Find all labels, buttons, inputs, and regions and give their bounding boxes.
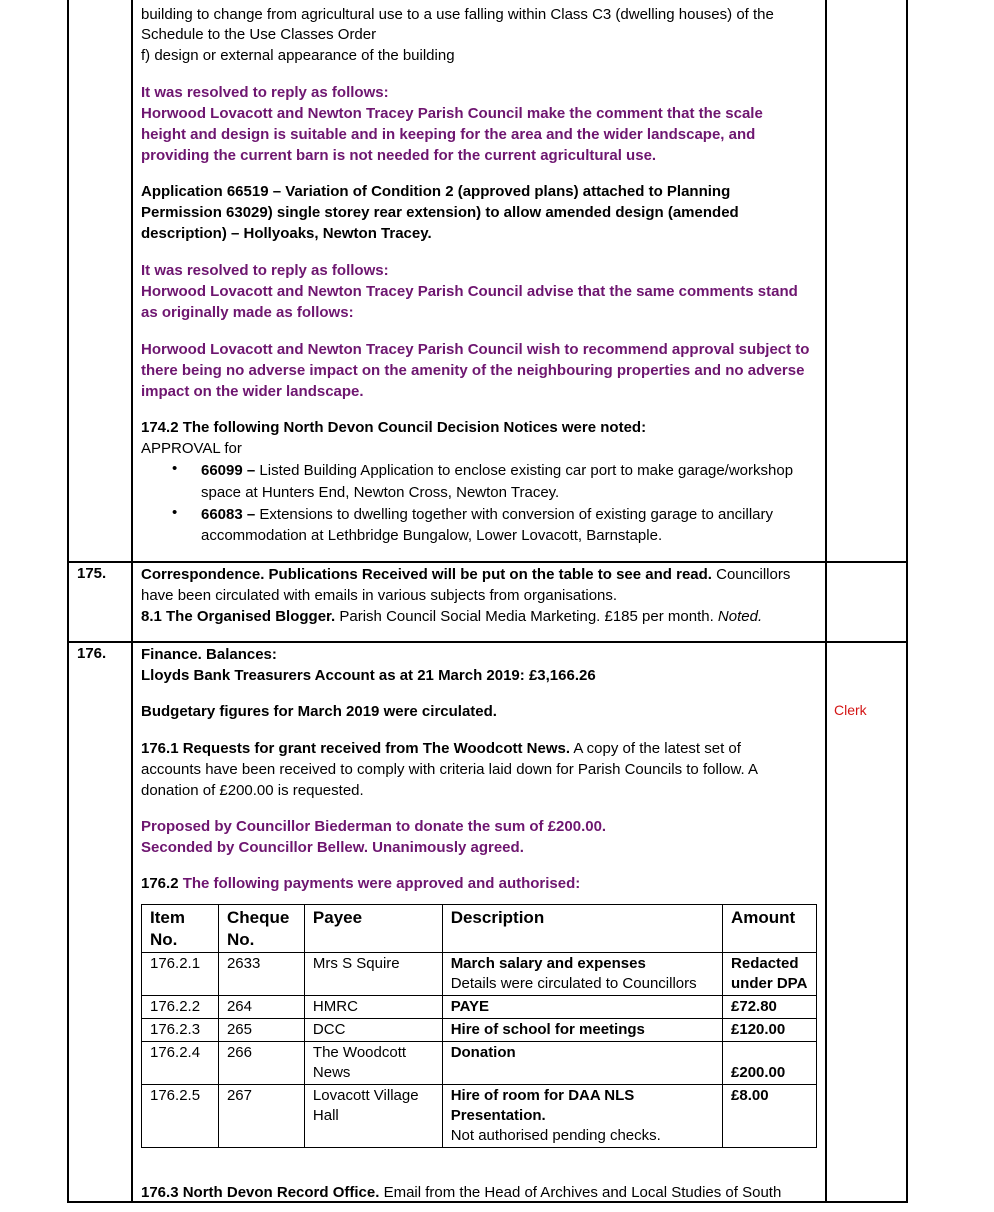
- row-divider-176: [67, 641, 908, 643]
- cell-payee: Lovacott Village Hall: [304, 1085, 442, 1148]
- cell-payee: HMRC: [304, 996, 442, 1019]
- resolution-2-line: Horwood Lovacott and Newton Tracey Parish Council advise that the same comments stand: [141, 283, 798, 300]
- table-row: [142, 1085, 817, 1148]
- cell-description: Donation: [442, 1042, 722, 1085]
- grant-text: A copy of the latest set of: [570, 740, 741, 757]
- intro-line-3: f) design or external appearance of the building: [141, 47, 455, 64]
- header-amount: Amount: [723, 905, 817, 953]
- resolution-3-line: there being no adverse impact on the amenity of the neighbouring properties and no adverse: [141, 362, 805, 379]
- description-note: Not authorised pending checks.: [450, 1127, 661, 1144]
- action-clerk: Clerk: [834, 702, 867, 718]
- decision-code: 66099 –: [201, 462, 256, 479]
- table-row: [142, 953, 817, 996]
- application-line: Permission 63029) single storey rear extension) to allow amended design (amended: [141, 204, 739, 221]
- correspondence-line-2: have been circulated with emails in various subjects from organisations.: [141, 587, 618, 604]
- noted-text: Noted.: [717, 608, 763, 625]
- header-description: Description: [442, 905, 722, 953]
- resolution-1-heading: It was resolved to reply as follows:: [141, 84, 389, 101]
- cell-item: 176.2.5: [142, 1085, 219, 1148]
- cell-cheque: 2633: [218, 953, 304, 996]
- resolution-1-line: Horwood Lovacott and Newton Tracey Parish Council make the comment that the scale: [141, 105, 763, 122]
- cell-amount: £120.00: [723, 1019, 817, 1042]
- payments-heading: [141, 873, 580, 894]
- cell-cheque: 264: [218, 996, 304, 1019]
- bullet-icon: •: [172, 460, 178, 477]
- description-note: Details were circulated to Councillors: [450, 975, 697, 992]
- resolution-1-line: providing the current barn is not needed for the current agricultural use.: [141, 147, 657, 164]
- payments-table-header: [142, 905, 817, 953]
- header-item: Item No.: [142, 905, 219, 953]
- grant-line-2: accounts have been received to comply with criteria laid down for Parish Councils to follow. A: [141, 761, 758, 778]
- cell-cheque: 267: [218, 1085, 304, 1148]
- cell-description: [442, 1085, 722, 1148]
- balance-line: Lloyds Bank Treasurers Account as at 21 March 2019: £3,166.26: [141, 667, 596, 684]
- payments-table: [141, 904, 817, 1148]
- decision-code: 66083 –: [201, 506, 256, 523]
- description-main: Hire of room for DAA NLS Presentation.: [450, 1087, 635, 1124]
- blogger-heading: 8.1 The Organised Blogger.: [141, 608, 336, 625]
- cell-item: 176.2.1: [142, 953, 219, 996]
- payments-number: 176.2: [141, 875, 179, 892]
- seconded-line: Seconded by Councillor Bellew. Unanimously agreed.: [141, 839, 524, 856]
- cell-cheque: 265: [218, 1019, 304, 1042]
- proposed-line: Proposed by Councillor Biederman to donate the sum of £200.00.: [141, 818, 607, 835]
- decision-text: Extensions to dwelling together with conversion of existing garage to ancillary: [255, 506, 774, 523]
- approval-label: APPROVAL for: [141, 440, 242, 457]
- cell-item: 176.2.3: [142, 1019, 219, 1042]
- cell-payee: Mrs S Squire: [304, 953, 442, 996]
- resolution-1-line: height and design is suitable and in keeping for the area and the wider landscape, and: [141, 126, 756, 143]
- cell-amount: £8.00: [723, 1085, 817, 1148]
- blogger-text: Parish Council Social Media Marketing. £185 per month.: [335, 608, 718, 625]
- resolution-3-line: impact on the wider landscape.: [141, 383, 364, 400]
- payments-text: The following payments were approved and authorised:: [178, 875, 581, 892]
- resolution-3-line: Horwood Lovacott and Newton Tracey Parish Council wish to recommend approval subject to: [141, 341, 810, 358]
- table-row: [142, 996, 817, 1019]
- decision-item-line: accommodation at Lethbridge Bungalow, Lower Lovacott, Barnstaple.: [201, 527, 663, 544]
- cell-amount: £200.00: [723, 1042, 817, 1085]
- bullet-icon: •: [172, 504, 178, 521]
- decisions-heading: 174.2 The following North Devon Council Decision Notices were noted:: [141, 419, 647, 436]
- table-row: [142, 1042, 817, 1085]
- resolution-2-line: as originally made as follows:: [141, 304, 354, 321]
- decision-item-line: [201, 460, 793, 481]
- item-number-176: 176.: [77, 645, 107, 662]
- column-divider-number: [131, 0, 133, 1201]
- decision-item-line: space at Hunters End, Newton Cross, Newton Tracey.: [201, 484, 560, 501]
- decision-text: Listed Building Application to enclose existing car port to make garage/workshop: [255, 462, 794, 479]
- correspondence-line-3: [141, 606, 762, 627]
- cell-payee: The Woodcott News: [304, 1042, 442, 1085]
- correspondence-heading: Correspondence. Publications Received will be put on the table to see and read.: [141, 566, 712, 583]
- cell-amount: £72.80: [723, 996, 817, 1019]
- application-line: description) – Hollyoaks, Newton Tracey.: [141, 225, 432, 242]
- budget-line: Budgetary figures for March 2019 were circulated.: [141, 703, 497, 720]
- intro-line-2: Schedule to the Use Classes Order: [141, 26, 377, 43]
- decision-item-line: [201, 504, 773, 525]
- record-office-line: [141, 1182, 781, 1203]
- cell-item: 176.2.2: [142, 996, 219, 1019]
- finance-heading: Finance. Balances:: [141, 646, 277, 663]
- cell-amount: Redacted under DPA: [723, 953, 817, 996]
- cell-description: [442, 953, 722, 996]
- grant-heading: 176.1 Requests for grant received from The Woodcott News.: [141, 740, 570, 757]
- cell-cheque: 266: [218, 1042, 304, 1085]
- header-payee: Payee: [304, 905, 442, 953]
- correspondence-text: Councillors: [711, 566, 791, 583]
- correspondence-line-1: [141, 564, 790, 585]
- cell-payee: DCC: [304, 1019, 442, 1042]
- cell-description: Hire of school for meetings: [442, 1019, 722, 1042]
- record-office-heading: 176.3 North Devon Record Office.: [141, 1184, 380, 1201]
- grant-line-1: [141, 738, 741, 759]
- row-divider-175: [67, 561, 908, 563]
- resolution-2-heading: It was resolved to reply as follows:: [141, 262, 389, 279]
- grant-line-3: donation of £200.00 is requested.: [141, 782, 364, 799]
- cell-item: 176.2.4: [142, 1042, 219, 1085]
- column-divider-action: [825, 0, 827, 1201]
- application-line: Application 66519 – Variation of Condition 2 (approved plans) attached to Planning: [141, 183, 731, 200]
- table-row: [142, 1019, 817, 1042]
- description-main: March salary and expenses: [450, 955, 646, 972]
- item-number-175: 175.: [77, 565, 107, 582]
- intro-line-1: building to change from agricultural use to a use falling within Class C3 (dwelling houses) of the: [141, 6, 774, 23]
- record-office-text: Email from the Head of Archives and Local Studies of South: [379, 1184, 782, 1201]
- cell-description: PAYE: [442, 996, 722, 1019]
- header-cheque: Cheque No.: [218, 905, 304, 953]
